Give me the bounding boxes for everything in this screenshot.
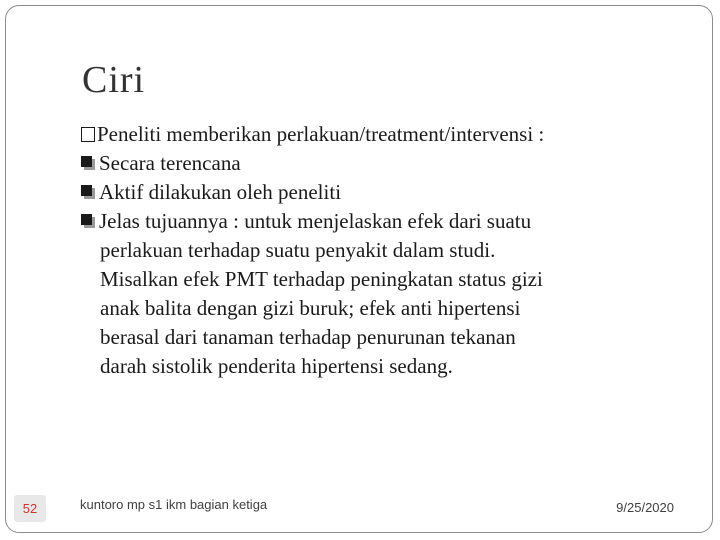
bullet-text: Aktif dilakukan oleh peneliti bbox=[99, 180, 342, 204]
bullet-text-line: darah sistolik penderita hipertensi sedang. bbox=[100, 354, 453, 378]
square-bullet-icon bbox=[81, 214, 96, 229]
slide-title: Ciri bbox=[82, 59, 146, 101]
intro-text: Peneliti memberikan perlakuan/treatment/intervensi : bbox=[97, 122, 545, 146]
bullet-text-line: Jelas tujuannya : untuk menjelaskan efek dari suatu bbox=[99, 209, 532, 233]
intro-line bbox=[81, 120, 681, 149]
bullet-item bbox=[81, 207, 681, 381]
bullet-text-line: perlakuan terhadap suatu penyakit dalam studi. bbox=[100, 238, 496, 262]
square-bullet-icon bbox=[81, 156, 96, 171]
slide-content bbox=[81, 120, 681, 381]
footer-author-text: kuntoro mp s1 ikm bagian ketiga bbox=[80, 497, 268, 512]
footer-date: 9/25/2020 bbox=[616, 500, 674, 515]
bullet-text: Secara terencana bbox=[99, 151, 241, 175]
checkbox-bullet-icon bbox=[81, 127, 95, 142]
bullet-item bbox=[81, 178, 681, 207]
bullet-text-line: berasal dari tanaman terhadap penurunan tekanan bbox=[100, 325, 516, 349]
page-number-badge: 52 bbox=[14, 495, 46, 522]
bullet-text-line: Misalkan efek PMT terhadap peningkatan status gizi bbox=[100, 267, 543, 291]
bullet-text-line: anak balita dengan gizi buruk; efek anti hipertensi bbox=[100, 296, 521, 320]
square-bullet-icon bbox=[81, 185, 96, 200]
bullet-item bbox=[81, 149, 681, 178]
